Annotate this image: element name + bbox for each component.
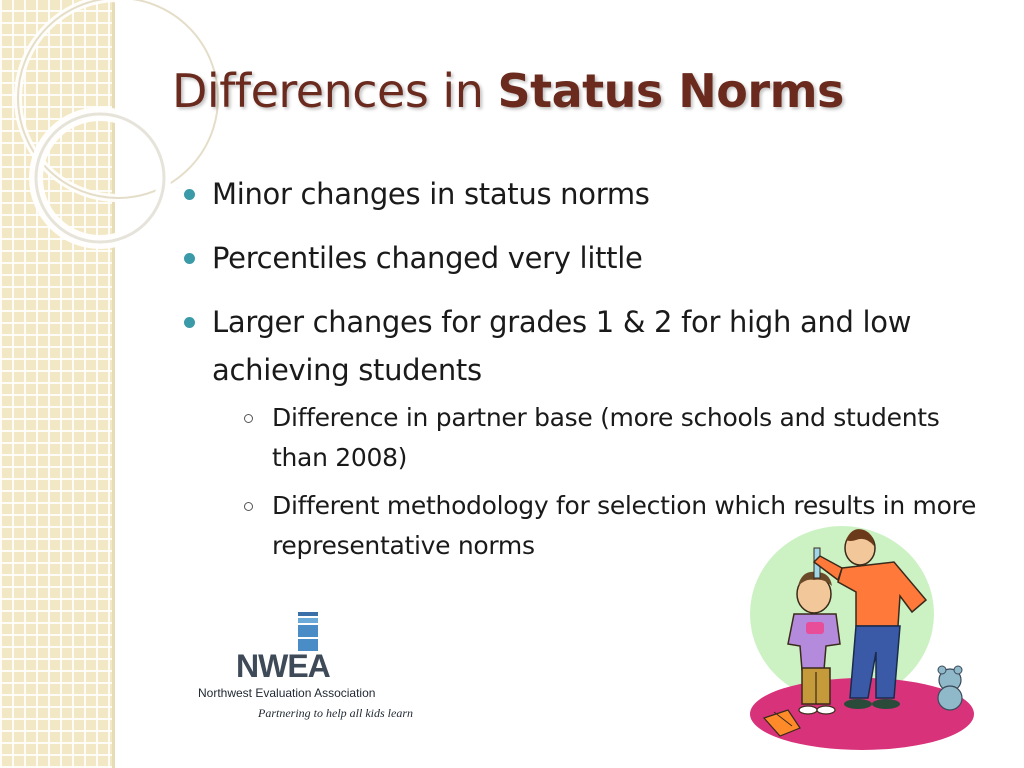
title-regular-text: Differences in [172,64,498,118]
sub-bullet-text: Different methodology for selection which results in more representative norms [272,491,977,560]
bullet-dot-icon [184,317,195,328]
slide-title [172,64,844,118]
bullet-list [184,170,984,582]
logo-name: NWEA [236,648,330,684]
title-bold-text: Status Norms [497,64,844,118]
logo-tagline: Partnering to help all kids learn [258,706,413,720]
bullet-dot-icon [184,253,195,264]
bullet-item [184,234,984,282]
bullet-text: Percentiles changed very little [212,241,643,275]
sub-bullet-text: Difference in partner base (more schools and students than 2008) [272,403,940,472]
bullet-dot-icon [184,189,195,200]
parent-measuring-child-icon [744,522,980,754]
logo-mark-icon [298,612,318,653]
bullet-text: Larger changes for grades 1 & 2 for high and low achieving students [212,305,912,387]
logo-organization: Northwest Evaluation Association [198,686,376,700]
bullet-text: Minor changes in status norms [212,177,650,211]
nwea-logo [196,612,426,722]
bullet-item [184,170,984,218]
sub-bullet-ring-icon [244,502,253,511]
sub-bullet-item [212,398,984,478]
sub-bullet-ring-icon [244,414,253,423]
